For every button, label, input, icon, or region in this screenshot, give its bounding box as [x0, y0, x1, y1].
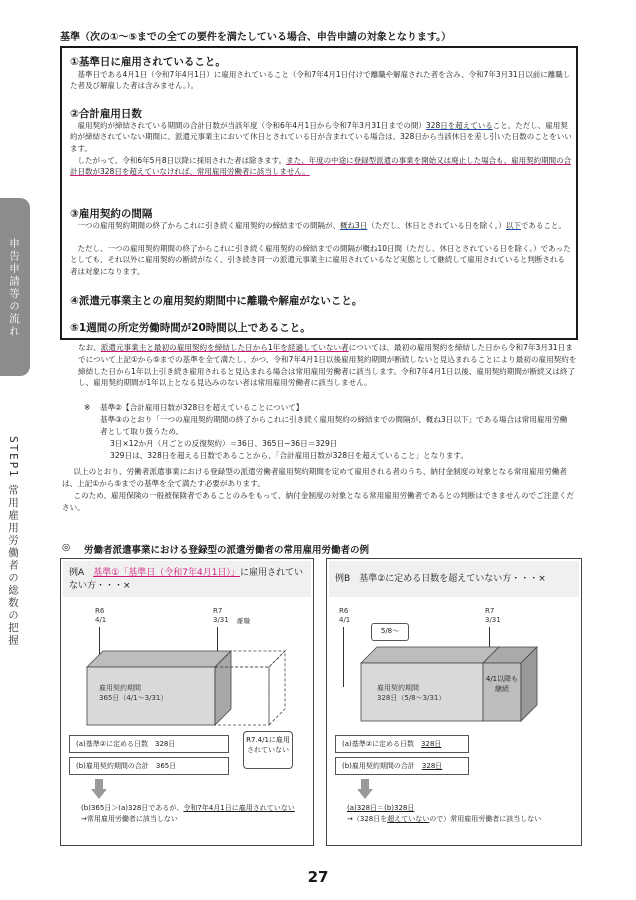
example-heading: 労働者派遣事業における登録型の派遣労働者の常用雇用労働者の例	[84, 545, 370, 556]
example-b-bar-label-1: 雇用契約期間	[377, 684, 419, 692]
example-a-title: 例A 基準①「基準日（令和7年4月1日）」に雇用されていない方・・・×	[69, 568, 303, 591]
criteria-box	[60, 46, 578, 340]
example-b-title: 例B 基準②に定める日数を超えていない方・・・×	[335, 574, 546, 584]
example-b-tick-1-date: 4/1	[339, 616, 351, 624]
side-step-label: STEP1 常用雇用労働者の総数の把握	[7, 436, 19, 647]
example-b-row-b: (b)雇用契約期間の合計 328日	[335, 757, 469, 775]
example-a-arrow-icon	[91, 779, 107, 799]
criterion-3-text: 一つの雇用契約期間の終了からこれに引き続く雇用契約の締結までの間隔が、概ね3日（ただし、休日とされている日を除く。）以下であること。	[77, 221, 566, 230]
side-tab-label: 申告申請等の流れ	[8, 238, 20, 338]
remark-line-3: 329日は、328日を超える日数であることから、「合計雇用日数が328日を超えていること」となります。	[110, 451, 469, 460]
criterion-2-text: 雇用契約が締結されている期間の合計日数が当該年度（令和6年4月1日から令和7年3月31日までの間）328日を超えていること。ただし、雇用契約が締結されていない期間に、派遣元事業主において休日とされている日が含まれている場合は、328日から当該休日を差し引いた日数のことをいいます。	[70, 121, 572, 153]
example-a-bar-label-1: 雇用契約期間	[99, 684, 141, 692]
example-b-panel	[326, 558, 582, 846]
side-tab	[0, 198, 30, 376]
example-b-bar	[337, 643, 573, 727]
criterion-4-title: ④派遣元事業主との雇用契約期間中に離職や解雇がないこと。	[70, 295, 363, 307]
example-b-result: (a)328日＝(b)328日 →（328日を超えていないので）常用雇用労働者に該当しない	[347, 804, 542, 823]
example-b-bar-label-2: 328日（5/8〜3/31）	[377, 694, 446, 702]
example-a-row-a: (a)基準②に定める日数 328日	[69, 735, 229, 753]
example-b-start-callout: 5/8〜	[371, 623, 409, 641]
example-a-tick-2-year: R7	[213, 607, 223, 615]
criterion-3-title: ③雇用契約の間隔	[70, 208, 153, 220]
criterion-2-underline: 328日を超えている	[425, 121, 493, 130]
note-paragraph: なお、派遣元事業主と最初の雇用契約を締結した日から1年を経過していない者については、最初の雇用契約を締結した日から令和7年3月31日までについて上記①から⑤までの基準を全て満たし、かつ、令和7年4月1日以後雇用契約期間が断続しないと見込まれることにより最初の雇用契約を締結した日から1年以上引き続き雇用されると見込まれる場合は常用雇用労働者に該当します。令和7年4月1日以後、雇用契約期間が断続又は終了し、雇用契約期間が1年以上となる見込みのない者は常用雇用労働者に該当しません。	[78, 343, 577, 388]
criterion-1-text: 基準日である4月1日（令和7年4月1日）に雇用されていること（令和7年4月1日付けで離職や解雇された者を含み、令和7年3月31日以前に離職した者及び解雇した者は含みません。）。	[70, 70, 571, 91]
conclusion-paragraph-1: 以上のとおり、労働者派遣事業における登録型の派遣労働者雇用契約期間を定めて雇用される者のうち、納付金制度の対象となる常用雇用労働者は、上記①から⑤までの基準を全て満たす必要があります。	[62, 467, 567, 488]
page-number: 27	[307, 868, 329, 886]
remark-mark: ※	[84, 403, 91, 412]
criterion-2-text-2: したがって、令和6年5月8日以降に採用された者は除きます。また、年度の中途に登録型派遣の事業を開始又は廃止した場合も、雇用契約期間の合計日数が328日を超えていなければ、常用雇用労働者に該当しません。	[70, 156, 572, 177]
example-a-tick-2-note: 離職	[237, 617, 250, 625]
example-b-continue-label: 4/1以降も継続	[485, 675, 519, 693]
example-a-tick-1-date: 4/1	[95, 616, 107, 624]
criteria-heading: 基準（次の①〜⑤までの全ての要件を満たしている場合、申告申請の対象となります。）	[60, 32, 452, 43]
criterion-2-title: ②合計雇用日数	[70, 108, 142, 120]
criterion-3-text-2: ただし、一つの雇用契約期間の終了からこれに引き続く雇用契約の締結までの間隔が概ね10日間（ただし、休日とされている日を除く。）であったとしても、それ以外に雇用契約の断続がなく、引き続き同一の派遣元事業主に雇用されているなど実態として継続して雇用されていると判断される者は対象になります。	[70, 244, 571, 276]
example-a-bar-label-2: 365日（4/1〜3/31）	[99, 694, 168, 702]
example-b-tick-2-date: 3/31	[485, 616, 501, 624]
criterion-1-title: ①基準日に雇用されていること。	[70, 56, 226, 68]
remark-line-2: 3日×12か月（月ごとの反復契約）＝36日、365日−36日＝329日	[110, 439, 338, 448]
remark-title: 基準②【合計雇用日数が328日を超えていることについて】	[100, 403, 304, 412]
remark-line-1: 基準③のとおり「一つの雇用契約期間の終了からこれに引き続く雇用契約の締結までの間隔が、概ね3日以下」である場合は常用雇用労働者として取り扱うため、	[100, 415, 568, 436]
example-a-callout: R7.4/1に雇用されていない	[243, 731, 293, 769]
example-a-result: (b)365日＞(a)328日であるが、令和7年4月1日に雇用されていない →常用雇用労働者に該当しない	[81, 804, 295, 823]
example-b-tick-2-year: R7	[485, 607, 495, 615]
example-b-row-a: (a)基準②に定める日数 328日	[335, 735, 469, 753]
example-a-panel	[60, 558, 314, 846]
criterion-5-title: ⑤1週間の所定労働時間が20時間以上であること。	[70, 322, 311, 334]
example-a-tick-1-year: R6	[95, 607, 105, 615]
conclusion-paragraph-2: このため、雇用保険の一般被保険者であることのみをもって、納付金制度の対象となる常用雇用労働者であるとの判断はできませんのでご注意ください。	[62, 491, 575, 512]
example-a-tick-2-date: 3/31	[213, 616, 229, 624]
criterion-2-underline-2: また、年度の中途に登録型派遣の事業を開始又は廃止した場合も、雇用契約期間の合計日数が328日を超えていなければ、常用雇用労働者に該当しません。	[70, 156, 572, 177]
example-heading-mark: ◎	[62, 542, 71, 553]
example-a-row-b: (b)雇用契約期間の合計 365日	[69, 757, 229, 775]
example-b-arrow-icon	[357, 779, 373, 799]
example-b-tick-1-year: R6	[339, 607, 349, 615]
